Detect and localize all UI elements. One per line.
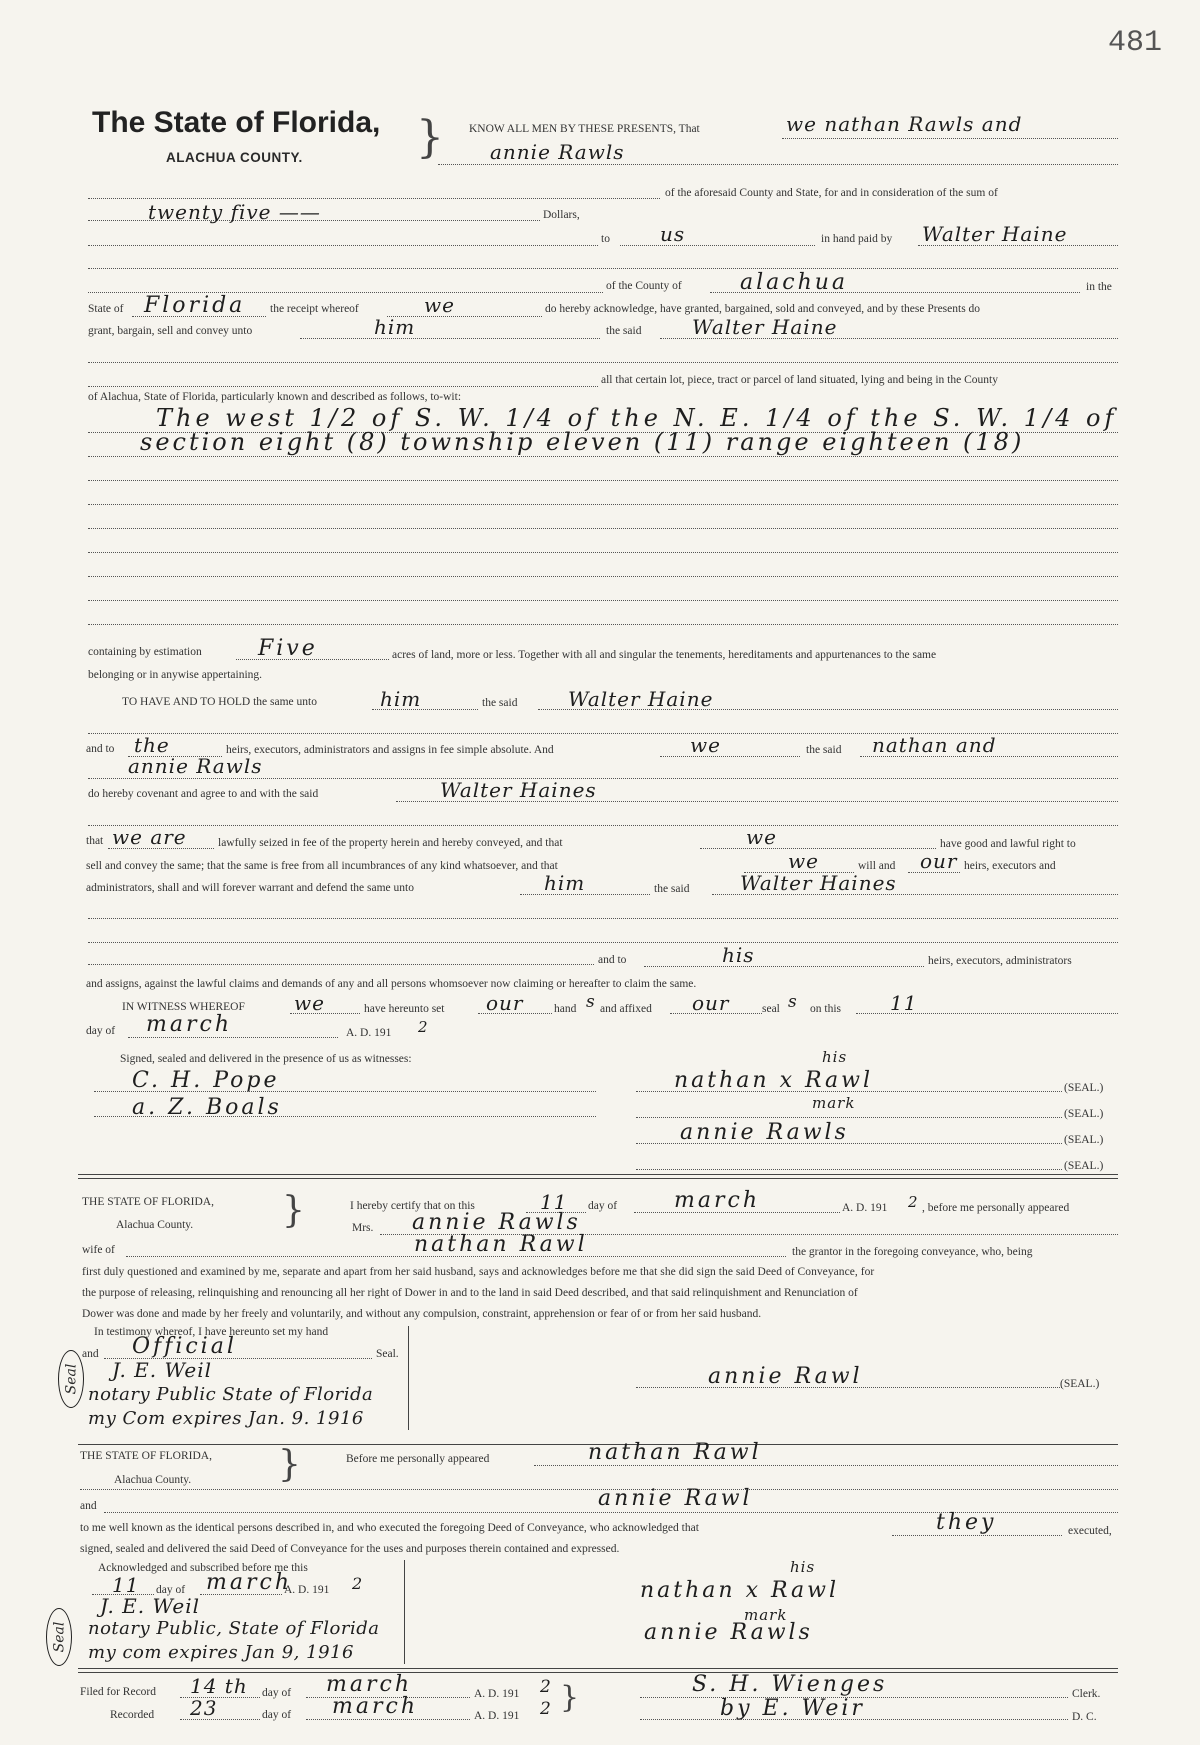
underline [88, 918, 1118, 919]
habendum-grantee-hw: Walter Haine [568, 687, 714, 711]
ack2-state: THE STATE OF FLORIDA, [80, 1450, 212, 1462]
witness-we-hw: we [294, 991, 325, 1015]
ack2-name2-hw: annie Rawl [598, 1486, 753, 1511]
underline [128, 1037, 338, 1038]
state-hw: Florida [144, 293, 246, 318]
ack1-day-of: day of [588, 1200, 618, 1212]
rec-day-hw: 23 [190, 1696, 218, 1720]
description-hw-2: section eight (8) township eleven (11) range eighteen (18) [140, 428, 1025, 456]
wife-hw: nathan Rawl [414, 1232, 588, 1257]
rec-ad: A. D. 191 [474, 1710, 520, 1722]
underline [200, 1594, 282, 1595]
seal-tag-1: (SEAL.) [1064, 1082, 1104, 1094]
underline [88, 456, 1118, 457]
testimony-text: In testimony whereof, I have hereunto set my hand [94, 1326, 329, 1338]
underline [300, 338, 600, 339]
seal-tag-2: (SEAL.) [1064, 1108, 1104, 1120]
the-said-label: the said [606, 325, 642, 337]
our-hw: our [920, 849, 958, 873]
underline [88, 268, 1118, 269]
dollars-label: Dollars, [543, 209, 580, 221]
mrs-hw: annie Rawls [412, 1210, 581, 1235]
witness-1-hw: C. H. Pope [132, 1068, 280, 1093]
receipt-hw: we [424, 293, 455, 317]
underline [94, 1091, 596, 1092]
clerk-hw: S. H. Wienges [692, 1672, 888, 1697]
before-text: , before me personally appeared [922, 1202, 1070, 1214]
ack2-before-text: Before me personally appeared [346, 1453, 490, 1465]
good-text: have good and lawful right to [940, 838, 1076, 850]
ack1-body-1: first duly questioned and examined by me, separate and apart from her said husband, says and acknowledges before me that she did sign the said Deed of Conveyance, for [82, 1266, 875, 1278]
heirs-exec-text: heirs, executors and [964, 860, 1056, 872]
in-the-label: in the [1086, 281, 1112, 293]
ack1-notary-exp-hw: my Com expires Jan. 9. 1916 [88, 1408, 364, 1429]
ack2-notary-exp-hw: my com expires Jan 9, 1916 [88, 1642, 354, 1663]
description-hw-1: The west 1/2 of S. W. 1/4 of the N. E. 1/4 of the S. W. 1/4 of [156, 404, 1118, 432]
ack1-month-hw: march [674, 1188, 760, 1213]
signer-1-hw: nathan x Rawl [674, 1068, 874, 1093]
signed-text: Signed, sealed and delivered in the presence of us as witnesses: [120, 1053, 412, 1065]
rec-year-hw: 2 [540, 1699, 552, 1719]
to-have-text: TO HAVE AND TO HOLD the same unto [122, 696, 317, 708]
header-brace: } [416, 112, 444, 163]
sell-text: sell and convey the same; that the same is free from all incumbrances of any kind whatsoever, and that [86, 860, 558, 872]
underline [636, 1387, 1062, 1388]
to-label: to [601, 233, 610, 245]
witness-our2-hw: our [692, 991, 730, 1015]
underline [636, 1117, 1062, 1118]
grantee-pron-hw: him [374, 315, 416, 339]
underline [306, 1719, 470, 1720]
mrs-label: Mrs. [352, 1222, 374, 1234]
underline [88, 942, 1118, 943]
underline [88, 480, 1118, 481]
filed-label: Filed for Record [80, 1686, 157, 1698]
admin-name-hw: Walter Haines [740, 871, 897, 895]
underline [660, 756, 800, 757]
grant-text: grant, bargain, sell and convey unto [88, 325, 253, 337]
grantors-hw-2: annie Rawls [490, 140, 625, 164]
underline [126, 1256, 786, 1257]
admin-text: administrators, shall and will forever warrant and defend the same unto [86, 882, 414, 894]
record-brace: } [560, 1680, 580, 1715]
ack2-notary-name-hw: J. E. Weil [100, 1594, 201, 1618]
his-mark-hw: his [822, 1048, 848, 1066]
signer-2-hw: annie Rawls [680, 1120, 849, 1145]
to-hw: us [660, 222, 686, 246]
underline [132, 316, 266, 317]
filed-day-of: day of [262, 1687, 292, 1699]
underline [520, 894, 650, 895]
lot-text: all that certain lot, piece, tract or parcel of land situated, lying and being in the County [601, 374, 998, 386]
they-hw: they [936, 1510, 997, 1535]
mark-hw: mark [812, 1094, 856, 1112]
underline [908, 872, 960, 873]
paid-by-hw: Walter Haine [922, 222, 1068, 246]
underline [88, 600, 1118, 601]
underline [88, 552, 1118, 553]
seal-stamp-2-text: Seal [51, 1621, 68, 1653]
underline [636, 1143, 1062, 1144]
underline [396, 801, 1118, 802]
filed-month-hw: march [326, 1672, 412, 1697]
ack2-brace: } [278, 1444, 301, 1485]
admin-hw: him [544, 871, 586, 895]
section-divider [78, 1668, 1118, 1673]
notary-box-line [404, 1560, 405, 1664]
document-title: The State of Florida, [92, 106, 381, 139]
aforesaid-text: of the aforesaid County and State, for and in consideration of the sum of [665, 187, 998, 199]
underline [534, 1465, 1118, 1466]
ack1-day-hw: 11 [540, 1190, 568, 1214]
sell-hw: we [788, 849, 819, 873]
underline [88, 825, 1118, 826]
underline [538, 709, 1118, 710]
underline [636, 1169, 1062, 1170]
ack1-body-3: Dower was done and made by her freely and voluntarily, and without any compulsion, constraint, apprehension or fear of or from her said husband. [82, 1308, 762, 1320]
grantors-hw-1: we nathan Rawls and [786, 112, 1023, 136]
amount-hw: twenty five —— [148, 200, 321, 224]
wife-label: wife of [82, 1244, 115, 1256]
underline [88, 198, 660, 199]
dc-label: D. C. [1072, 1711, 1097, 1723]
certify-text: I hereby certify that on this [350, 1200, 475, 1212]
seal-tag-4: (SEAL.) [1064, 1160, 1104, 1172]
that-hw: we are [112, 825, 187, 849]
underline [88, 504, 1118, 505]
in-witness-text: IN WITNESS WHEREOF [122, 1001, 245, 1013]
official-hw: Official [132, 1334, 237, 1359]
ack1-and-label: and [82, 1348, 99, 1360]
underline [88, 964, 594, 965]
ack2-name1-hw: nathan Rawl [588, 1440, 762, 1465]
assigns-text: and assigns, against the lawful claims and demands of any and all persons whomsoever now claiming or hereafter to claim the same. [86, 978, 697, 990]
ack2-day-of: day of [156, 1584, 186, 1596]
names2-hw: annie Rawls [128, 754, 263, 778]
known-text: to me well known as the identical persons described in, and who executed the foregoing Deed of Conveyance, who acknowledged that [80, 1522, 699, 1534]
underline [372, 709, 478, 710]
of-county-label: of the County of [606, 280, 682, 292]
ack1-brace: } [282, 1190, 305, 1231]
executed-label: executed, [1068, 1525, 1112, 1537]
acknowledge-text: do hereby acknowledge, have granted, bargained, sold and conveyed, and by these Presents do [545, 303, 981, 315]
habendum-the-said: the said [482, 697, 518, 709]
acres-hw: Five [258, 636, 318, 661]
day-of-label: day of [86, 1025, 116, 1037]
grantor-text: the grantor in the foregoing conveyance, who, being [792, 1246, 1033, 1258]
witness-month-hw: march [146, 1012, 232, 1037]
underline [88, 220, 540, 221]
witness-ad-label: A. D. 191 [346, 1027, 392, 1039]
witness-2-hw: a. Z. Boals [132, 1095, 282, 1120]
grantee-hw: Walter Haine [692, 315, 838, 339]
underline [856, 1013, 1118, 1014]
underline [88, 624, 1118, 625]
underline [860, 756, 1118, 757]
ack2-year-hw: 2 [352, 1574, 364, 1593]
underline [478, 1013, 552, 1014]
affixed-label: and affixed [600, 1003, 652, 1015]
know-all-text: KNOW ALL MEN BY THESE PRESENTS, That [469, 123, 700, 135]
seized-text: lawfully seized in fee of the property herein and hereby conveyed, and that [218, 837, 563, 849]
underline [634, 1212, 840, 1213]
underline [782, 138, 1118, 139]
underline [88, 362, 1118, 363]
containing-label: containing by estimation [88, 646, 202, 658]
underline [636, 1091, 1062, 1092]
ack2-county: Alachua County. [114, 1474, 192, 1486]
underline [94, 1116, 596, 1117]
section-divider [78, 1174, 1118, 1179]
belonging-text: belonging or in anywise appertaining. [88, 669, 263, 681]
will-and-label: will and [858, 860, 896, 872]
underline [290, 1013, 360, 1014]
warranty-the-said: the said [654, 883, 690, 895]
underline [670, 1013, 762, 1014]
underline [88, 576, 1118, 577]
underline [620, 245, 815, 246]
filed-year-hw: 2 [540, 1677, 552, 1697]
underline [88, 245, 598, 246]
ack1-body-2: the purpose of releasing, relinquishing and renouncing all her right of Dower in and to the land in said Deed described, and that said relinquishment and Renunciation of [82, 1287, 858, 1299]
ack2-signed-text: signed, sealed and delivered the said Deed of Conveyance for the uses and purposes therein contained and expressed. [80, 1543, 620, 1555]
underline [660, 338, 1118, 339]
heirs-admin-text: heirs, executors, administrators [928, 955, 1072, 967]
covenant-hw: Walter Haines [440, 778, 597, 802]
witness-year-hw: 2 [418, 1018, 429, 1036]
ack2-sig2-hw: annie Rawls [644, 1620, 813, 1645]
warranty-and-to: and to [598, 954, 627, 966]
habendum-the-said-2: the said [806, 744, 842, 756]
and-hw: we [690, 733, 721, 757]
habendum-pron-hw: him [380, 687, 422, 711]
filed-day-hw: 14 th [190, 1674, 248, 1698]
ack2-notary-title-hw: notary Public, State of Florida [88, 1618, 380, 1639]
ack2-day-hw: 11 [112, 1573, 140, 1597]
ack2-month-hw: march [206, 1570, 292, 1595]
ack2-his-hw: his [790, 1558, 816, 1576]
ack1-year-hw: 2 [908, 1193, 919, 1211]
underline [180, 1719, 260, 1720]
state-label: State of [88, 303, 124, 315]
paid-by-label: in hand paid by [821, 233, 893, 245]
ack1-notary-name-hw: J. E. Weil [112, 1358, 213, 1382]
ack1-seal-tag: (SEAL.) [1060, 1378, 1100, 1390]
names-hw: nathan and [872, 733, 997, 757]
county-heading: ALACHUA COUNTY. [166, 150, 303, 165]
underline [88, 528, 1118, 529]
have-set-text: have hereunto set [364, 1003, 445, 1015]
underline [892, 1535, 1062, 1536]
seal-tag-3: (SEAL.) [1064, 1134, 1104, 1146]
ack1-notary-title-hw: notary Public State of Florida [88, 1384, 374, 1405]
ack1-ad: A. D. 191 [842, 1202, 888, 1214]
that-label: that [86, 835, 104, 847]
recorded-label: Recorded [110, 1709, 155, 1721]
underline [88, 778, 1118, 779]
dc-hw: by E. Weir [720, 1696, 865, 1721]
underline [710, 292, 1080, 293]
witness-day-hw: 11 [890, 991, 918, 1015]
underline [108, 848, 214, 849]
underline [438, 164, 1118, 165]
filed-ad: A. D. 191 [474, 1688, 520, 1700]
ack2-mark-hw: mark [744, 1606, 788, 1624]
page-number: 481 [1108, 26, 1163, 60]
covenant-text: do hereby covenant and agree to and with the said [88, 788, 319, 800]
underline [88, 386, 598, 387]
acres-text: acres of land, more or less. Together with all and singular the tenements, hereditaments and appurtenances to the same [392, 649, 937, 661]
witness-our-hw: our [486, 991, 524, 1015]
ack2-ad: A. D. 191 [284, 1584, 330, 1596]
seal-stamp-1 [58, 1350, 84, 1408]
rec-month-hw: march [332, 1694, 418, 1719]
ack1-state: THE STATE OF FLORIDA, [82, 1196, 214, 1208]
underline [918, 245, 1118, 246]
underline [236, 659, 389, 660]
ack1-seal-label: Seal. [376, 1348, 399, 1360]
and-to-hw: the [134, 733, 170, 757]
underline [712, 894, 1118, 895]
on-this-label: on this [810, 1003, 841, 1015]
s2-hw: s [788, 992, 798, 1012]
s1-hw: s [586, 992, 596, 1012]
seal-stamp-2 [46, 1608, 72, 1666]
ack2-sig1-hw: nathan x Rawl [640, 1578, 840, 1603]
clerk-label: Clerk. [1072, 1688, 1101, 1700]
notary-box-line [408, 1326, 409, 1430]
underline [644, 966, 924, 967]
county-hw: alachua [740, 270, 849, 295]
of-alachua-text: of Alachua, State of Florida, particularly known and described as follows, to-wit: [88, 391, 462, 403]
seal-stamp-1-text: Seal [63, 1363, 80, 1395]
ack1-county: Alachua County. [116, 1219, 194, 1231]
hand-label: hand [554, 1003, 577, 1015]
heirs-text: heirs, executors, administrators and assigns in fee simple absolute. And [226, 744, 554, 756]
rec-day-of: day of [262, 1709, 292, 1721]
ack2-and-label: and [80, 1500, 97, 1512]
seal-label: seal [762, 1003, 780, 1015]
receipt-label: the receipt whereof [270, 303, 359, 315]
seized-hw: we [746, 825, 777, 849]
ack1-signature-hw: annie Rawl [708, 1364, 863, 1389]
subscribed-text: Acknowledged and subscribed before me this [98, 1562, 308, 1574]
his-hw: his [722, 943, 755, 967]
and-to-label: and to [86, 743, 115, 755]
underline [640, 1719, 1068, 1720]
